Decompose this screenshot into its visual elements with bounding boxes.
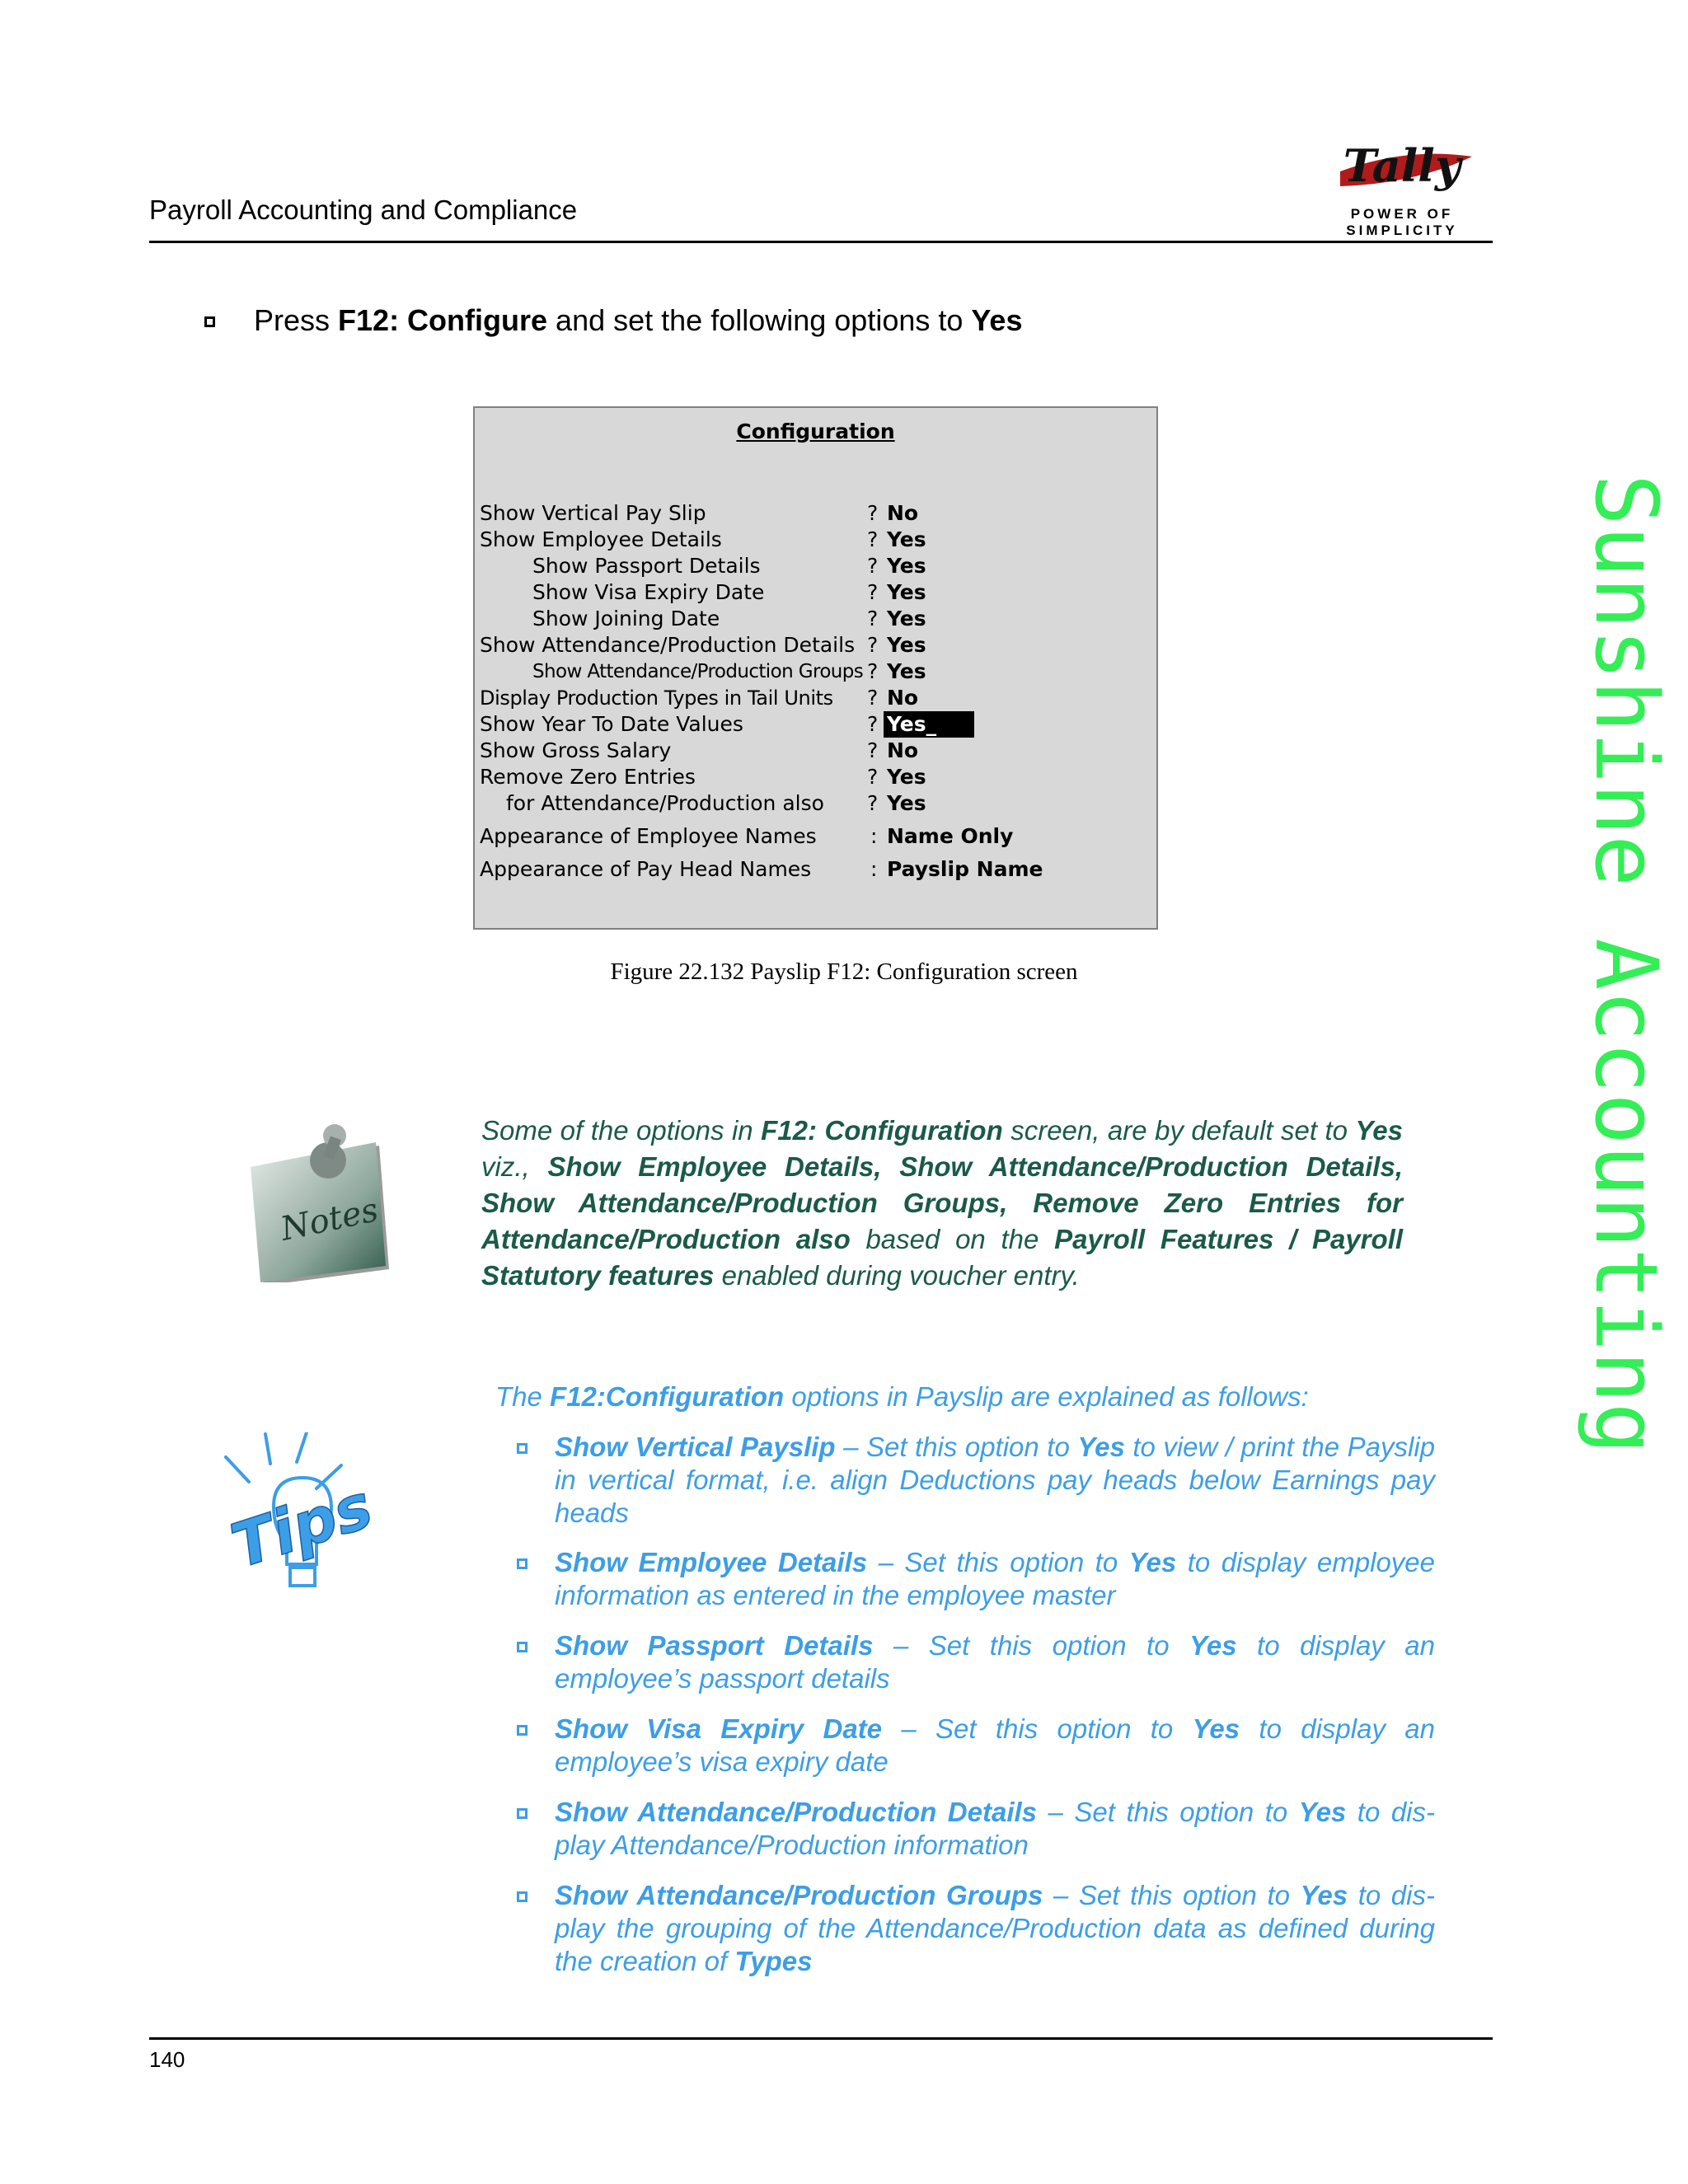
logo-text: Tally <box>1343 139 1461 192</box>
tips-icon <box>224 1432 397 1614</box>
config-value: Name Only <box>887 824 1014 848</box>
config-value: Yes <box>887 659 926 683</box>
tip-bullet-icon <box>517 1808 528 1819</box>
config-sep: ? <box>867 607 879 630</box>
config-label: Show Joining Date <box>532 607 720 630</box>
config-value: Yes <box>887 633 926 657</box>
sidebar-vertical-text <box>1573 474 1680 1727</box>
bullet-icon <box>204 316 215 327</box>
tip-bullet-icon <box>517 1443 528 1454</box>
config-sep: ? <box>867 659 879 683</box>
figure-caption: Figure 22.132 Payslip F12: Configuration screen <box>610 958 1078 985</box>
logo-tagline: POWER OF SIMPLICITY <box>1346 206 1458 238</box>
config-sep: ? <box>867 765 879 789</box>
config-value: Yes <box>887 580 926 604</box>
config-value: Yes <box>887 527 926 551</box>
notes-icon <box>244 1118 392 1282</box>
instruction-middle: and set the following options to <box>547 303 972 337</box>
config-label: Show Gross Salary <box>480 738 672 762</box>
config-value: Payslip Name <box>887 857 1043 881</box>
tip-vertical-payslip: Show Vertical Payslip – Set this option to Yes to view / print the Payslip in vertical format, i.e. align Deductions pay heads below Earnings pay heads <box>555 1432 1436 1528</box>
config-label: Show Employee Details <box>480 527 722 551</box>
tip-attendance-groups: Show Attendance/Production Groups – Set this option to Yes to dis-play the grouping of the Attendance/Production data as defined during the creation of Types <box>555 1880 1435 1976</box>
config-label: Show Passport Details <box>532 554 761 578</box>
config-label: Show Vertical Pay Slip <box>480 501 706 525</box>
tip-bullet-icon <box>517 1725 528 1736</box>
header-divider <box>149 241 1493 243</box>
config-label: Show Attendance/Production Groups <box>532 661 864 682</box>
config-sep: ? <box>867 712 879 736</box>
configuration-screen <box>473 406 1158 930</box>
config-value: No <box>887 501 919 525</box>
config-label: Show Attendance/Production Details <box>480 633 856 657</box>
config-value: Yes <box>887 765 926 789</box>
config-value: Yes <box>887 791 926 815</box>
config-sep: ? <box>867 580 879 604</box>
tip-visa-expiry: Show Visa Expiry Date – Set this option to Yes to display an employee’s visa expiry date <box>555 1713 1435 1777</box>
configuration-title: Configuration <box>736 419 895 443</box>
svg-text:Tips: Tips <box>224 1470 381 1582</box>
config-label: for Attendance/Production also <box>506 791 824 815</box>
config-sep: ? <box>867 501 879 525</box>
config-sep: ? <box>867 738 879 762</box>
tip-employee-details: Show Employee Details – Set this option to Yes to display employee information as entered in the employee master <box>555 1547 1435 1610</box>
instruction-line <box>254 303 1022 338</box>
config-sep: : <box>870 857 878 881</box>
instruction-value: Yes <box>971 303 1023 337</box>
tip-bullet-icon <box>517 1642 528 1652</box>
config-label: Appearance of Employee Names <box>480 824 817 848</box>
tip-bullet-icon <box>517 1891 528 1902</box>
config-sep: ? <box>867 527 879 551</box>
instruction-prefix: Press <box>254 303 339 337</box>
config-value: Yes <box>887 607 926 630</box>
config-value: No <box>887 738 919 762</box>
sidebar-text-label: Sunshine Accounting <box>1576 474 1676 1455</box>
tips-intro: The F12:Configuration options in Payslip are explained as follows: <box>495 1381 1309 1412</box>
config-sep: : <box>870 824 878 848</box>
config-label: Display Production Types in Tail Units <box>480 687 833 710</box>
config-label: Show Year To Date Values <box>480 712 743 736</box>
footer-divider <box>149 2037 1493 2040</box>
config-sep: ? <box>867 554 879 578</box>
config-label: Remove Zero Entries <box>480 765 696 789</box>
config-value-selected[interactable]: Yes_ <box>884 711 974 738</box>
config-value: Yes <box>887 554 926 578</box>
config-value: No <box>887 686 919 710</box>
tip-passport-details: Show Passport Details – Set this option to Yes to display an employee’s passport details <box>555 1630 1435 1694</box>
tip-attendance-details: Show Attendance/Production Details – Set this option to Yes to dis-play Attendance/Production information <box>555 1797 1435 1860</box>
config-label: Appearance of Pay Head Names <box>480 857 812 881</box>
config-sep: ? <box>867 633 879 657</box>
config-sep: ? <box>867 791 879 815</box>
tip-bullet-icon <box>517 1558 528 1569</box>
instruction-key: F12: Configure <box>338 303 548 337</box>
notes-paragraph: Some of the options in F12: Configuration screen, are by default set to Yes viz., Show Employee Details, Show Attendance/Production Details, Show Attendance/Production Groups, Remove Zero Entries for Attendance/Production also based on the Payroll Features / Payroll Statutory features enabled during voucher entry. <box>481 1115 1404 1291</box>
svg-text:Notes: Notes <box>277 1191 382 1249</box>
page-header-title: Payroll Accounting and Compliance <box>149 194 578 225</box>
page-number: 140 <box>149 2047 185 2072</box>
config-label: Show Visa Expiry Date <box>532 580 765 604</box>
config-sep: ? <box>867 686 879 710</box>
tally-logo-icon <box>1307 138 1497 204</box>
tally-logo <box>1307 138 1497 238</box>
